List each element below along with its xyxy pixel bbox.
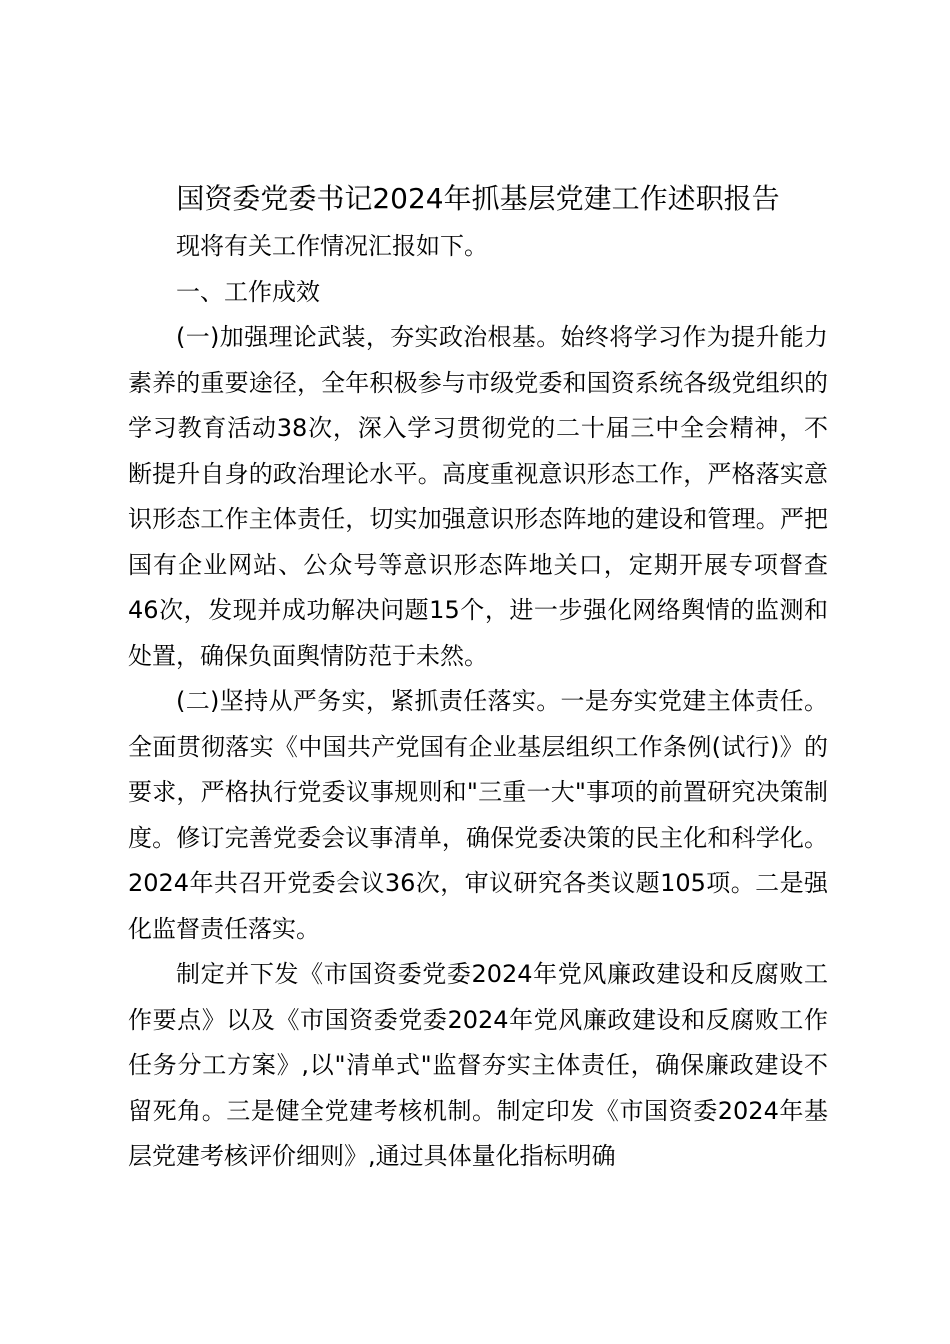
document-body bbox=[128, 224, 828, 1180]
document-title: 国资委党委书记2024年抓基层党建工作述职报告 bbox=[176, 182, 780, 215]
paragraph-theory: (一)加强理论武装，夯实政治根基。始终将学习作为提升能力素养的重要途径，全年积极参与市级党委和国资系统各级党组织的学习教育活动38次，深入学习贯彻党的二十届三中全会精神，不断提升自身的政治理论水平。高度重视意识形态工作，严格落实意识形态工作主体责任，切实加强意识形态阵地的建设和管理。严把国有企业网站、公众号等意识形态阵地关口，定期开展专项督查46次，发现并成功解决问题15个，进一步强化网络舆情的监测和处置，确保负面舆情防范于未然。 bbox=[128, 323, 828, 670]
paragraph-intro: 现将有关工作情况汇报如下。 bbox=[176, 232, 488, 260]
paragraph-supervision: 制定并下发《市国资委党委2024年党风廉政建设和反腐败工作要点》以及《市国资委党委2024年党风廉政建设和反腐败工作任务分工方案》,以"清单式"监督夯实主体责任，确保廉政建设不留死角。三是健全党建考核机制。制定印发《市国资委2024年基层党建考核评价细则》,通过具体量化指标明确 bbox=[128, 960, 828, 1170]
section-heading: 一、工作成效 bbox=[176, 277, 320, 306]
paragraph-responsibility: (二)坚持从严务实，紧抓责任落实。一是夯实党建主体责任。全面贯彻落实《中国共产党国有企业基层组织工作条例(试行)》的要求，严格执行党委议事规则和"三重一大"事项的前置研究决策制度。修订完善党委会议事清单，确保党委决策的民主化和科学化。2024年共召开党委会议36次，审议研究各类议题105项。二是强化监督责任落实。 bbox=[128, 687, 828, 943]
